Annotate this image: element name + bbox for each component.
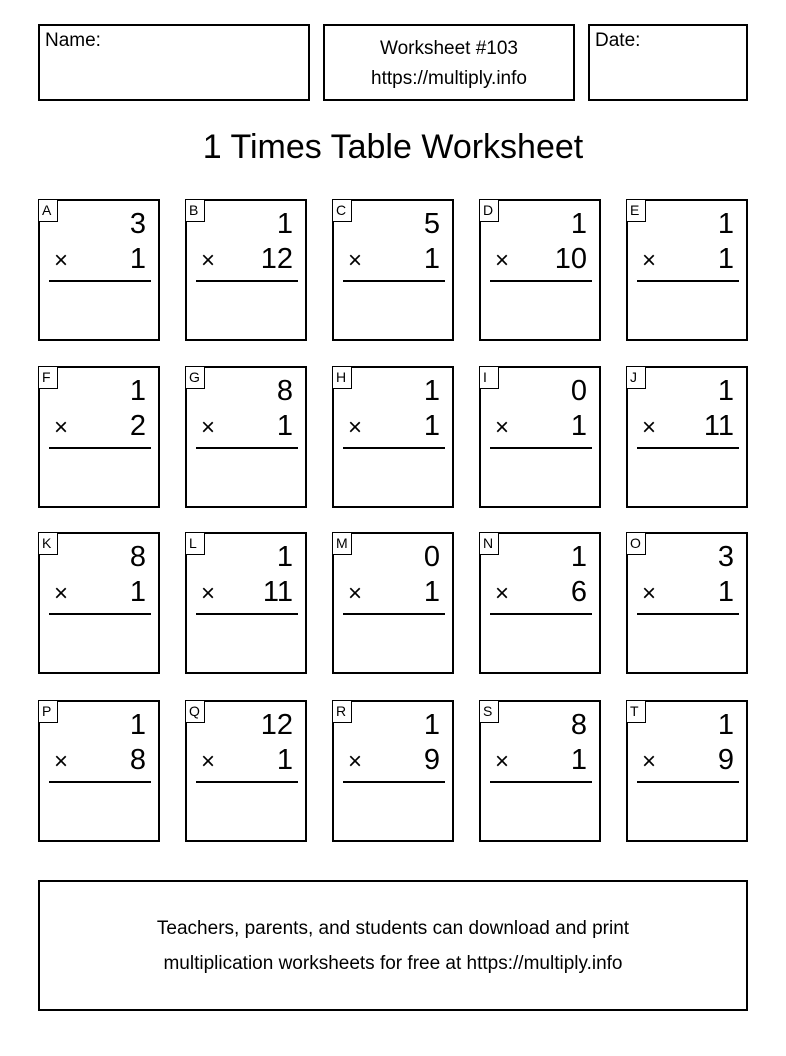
- name-label: Name:: [45, 30, 101, 51]
- problem-letter: S: [479, 700, 499, 723]
- multiply-sign-icon: ×: [642, 580, 657, 607]
- problem-bottom-number: 1: [570, 744, 587, 776]
- problem-m[interactable]: [332, 532, 454, 674]
- footer-line-2: multiplication worksheets for free at https://multiply.info: [163, 953, 623, 974]
- problem-f[interactable]: [38, 366, 160, 508]
- multiply-sign-icon: ×: [54, 247, 69, 274]
- problem-bottom-number: 1: [276, 744, 293, 776]
- answer-line: [343, 280, 445, 282]
- problem-bottom-number: 1: [717, 576, 734, 608]
- multiply-sign-icon: ×: [642, 748, 657, 775]
- answer-line: [49, 447, 151, 449]
- problem-letter: C: [332, 199, 352, 222]
- problem-bottom-number: 10: [554, 243, 587, 275]
- problem-letter: E: [626, 199, 646, 222]
- problem-bottom-number: 1: [423, 243, 440, 275]
- multiply-sign-icon: ×: [201, 247, 216, 274]
- problem-top-number: 5: [423, 208, 440, 240]
- problem-top-number: 1: [717, 375, 734, 407]
- problem-top-number: 1: [276, 208, 293, 240]
- problem-top-number: 8: [129, 541, 146, 573]
- problem-letter: H: [332, 366, 352, 389]
- problem-r[interactable]: [332, 700, 454, 842]
- answer-line: [637, 280, 739, 282]
- problem-l[interactable]: [185, 532, 307, 674]
- answer-line: [490, 447, 592, 449]
- problem-top-number: 1: [717, 709, 734, 741]
- problem-letter: N: [479, 532, 499, 555]
- problem-bottom-number: 9: [717, 744, 734, 776]
- answer-line: [490, 613, 592, 615]
- problem-bottom-number: 1: [423, 576, 440, 608]
- problem-letter: B: [185, 199, 205, 222]
- problem-top-number: 8: [570, 709, 587, 741]
- multiply-sign-icon: ×: [495, 414, 510, 441]
- problem-top-number: 1: [423, 375, 440, 407]
- problem-k[interactable]: [38, 532, 160, 674]
- problem-letter: D: [479, 199, 499, 222]
- problem-letter: R: [332, 700, 352, 723]
- date-label: Date:: [595, 30, 641, 51]
- multiply-sign-icon: ×: [54, 748, 69, 775]
- problem-letter: F: [38, 366, 58, 389]
- problem-top-number: 1: [717, 208, 734, 240]
- problem-bottom-number: 8: [129, 744, 146, 776]
- problem-top-number: 8: [276, 375, 293, 407]
- answer-line: [49, 613, 151, 615]
- problem-h[interactable]: [332, 366, 454, 508]
- problem-top-number: 1: [129, 709, 146, 741]
- multiply-sign-icon: ×: [495, 247, 510, 274]
- problem-top-number: 0: [570, 375, 587, 407]
- problem-letter: M: [332, 532, 352, 555]
- problem-j[interactable]: [626, 366, 748, 508]
- problem-n[interactable]: [479, 532, 601, 674]
- problem-bottom-number: 2: [129, 410, 146, 442]
- problem-q[interactable]: [185, 700, 307, 842]
- problem-letter: J: [626, 366, 646, 389]
- multiply-sign-icon: ×: [201, 414, 216, 441]
- answer-line: [343, 447, 445, 449]
- problem-top-number: 1: [276, 541, 293, 573]
- problem-letter: G: [185, 366, 205, 389]
- multiply-sign-icon: ×: [642, 414, 657, 441]
- footer-line-1: Teachers, parents, and students can download and print: [156, 918, 630, 939]
- problem-letter: T: [626, 700, 646, 723]
- problem-bottom-number: 11: [262, 576, 293, 608]
- worksheet-title: 1 Times Table Worksheet: [202, 128, 584, 166]
- problem-top-number: 3: [717, 541, 734, 573]
- problem-letter: O: [626, 532, 646, 555]
- answer-line: [490, 781, 592, 783]
- answer-line: [490, 280, 592, 282]
- problem-o[interactable]: [626, 532, 748, 674]
- problem-bottom-number: 1: [276, 410, 293, 442]
- multiply-sign-icon: ×: [54, 580, 69, 607]
- problem-a[interactable]: [38, 199, 160, 341]
- answer-line: [343, 781, 445, 783]
- multiply-sign-icon: ×: [201, 748, 216, 775]
- problem-top-number: 0: [423, 541, 440, 573]
- multiply-sign-icon: ×: [495, 748, 510, 775]
- problem-top-number: 3: [129, 208, 146, 240]
- footer-box: [38, 880, 748, 1011]
- problem-bottom-number: 12: [260, 243, 293, 275]
- problem-s[interactable]: [479, 700, 601, 842]
- problem-letter: P: [38, 700, 58, 723]
- problem-t[interactable]: [626, 700, 748, 842]
- worksheet-url: https://multiply.info: [371, 68, 527, 89]
- problem-top-number: 1: [129, 375, 146, 407]
- problem-letter: I: [479, 366, 499, 389]
- problem-top-number: 1: [570, 208, 587, 240]
- answer-line: [196, 447, 298, 449]
- problem-bottom-number: 6: [570, 576, 587, 608]
- answer-line: [343, 613, 445, 615]
- answer-line: [49, 280, 151, 282]
- problem-bottom-number: 1: [570, 410, 587, 442]
- answer-line: [196, 280, 298, 282]
- answer-line: [637, 447, 739, 449]
- multiply-sign-icon: ×: [642, 247, 657, 274]
- multiply-sign-icon: ×: [348, 580, 363, 607]
- problem-bottom-number: 1: [129, 576, 146, 608]
- problem-c[interactable]: [332, 199, 454, 341]
- problem-bottom-number: 1: [717, 243, 734, 275]
- problem-b[interactable]: [185, 199, 307, 341]
- multiply-sign-icon: ×: [348, 748, 363, 775]
- answer-line: [196, 613, 298, 615]
- worksheet-number: Worksheet #103: [379, 38, 518, 59]
- problem-letter: K: [38, 532, 58, 555]
- problem-letter: A: [38, 199, 58, 222]
- answer-line: [196, 781, 298, 783]
- problem-p[interactable]: [38, 700, 160, 842]
- problem-d[interactable]: [479, 199, 601, 341]
- problem-top-number: 12: [260, 709, 293, 741]
- problem-bottom-number: 1: [423, 410, 440, 442]
- problem-letter: L: [185, 532, 205, 555]
- multiply-sign-icon: ×: [54, 414, 69, 441]
- problem-top-number: 1: [423, 709, 440, 741]
- problem-e[interactable]: [626, 199, 748, 341]
- answer-line: [637, 613, 739, 615]
- problem-bottom-number: 1: [129, 243, 146, 275]
- problem-i[interactable]: [479, 366, 601, 508]
- multiply-sign-icon: ×: [348, 414, 363, 441]
- multiply-sign-icon: ×: [348, 247, 363, 274]
- problem-bottom-number: 11: [703, 410, 734, 442]
- multiply-sign-icon: ×: [201, 580, 216, 607]
- problem-top-number: 1: [570, 541, 587, 573]
- answer-line: [637, 781, 739, 783]
- problem-g[interactable]: [185, 366, 307, 508]
- answer-line: [49, 781, 151, 783]
- problem-letter: Q: [185, 700, 205, 723]
- multiply-sign-icon: ×: [495, 580, 510, 607]
- problem-bottom-number: 9: [423, 744, 440, 776]
